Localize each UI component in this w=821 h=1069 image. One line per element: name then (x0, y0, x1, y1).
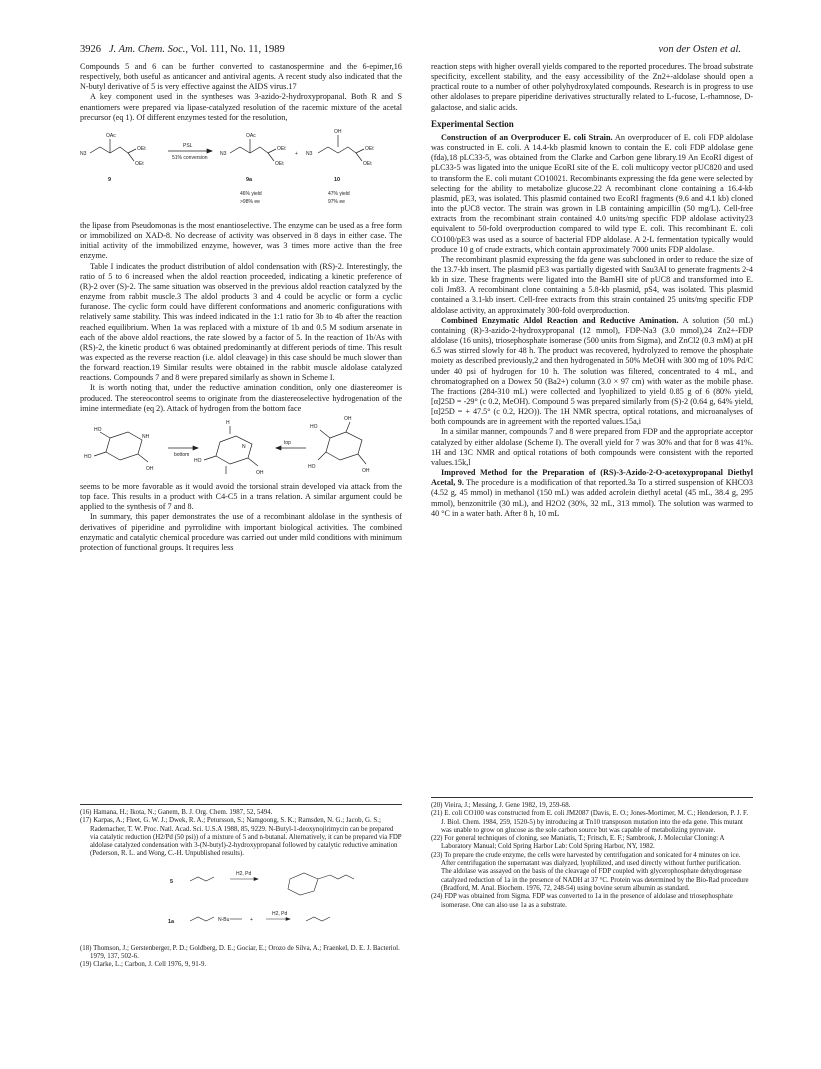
oh-label: OH (146, 465, 154, 472)
compound-5-label: 5 (170, 878, 174, 885)
bottom-label: bottom (174, 451, 190, 458)
compound-9-label: 9 (108, 176, 112, 183)
n-bu-label: N-Bu (218, 916, 230, 923)
subsection-head: Combined Enzymatic Aldol Reaction and Reductive Amination. (441, 315, 679, 325)
subsection-paragraph (431, 427, 753, 468)
plus-label: + (250, 916, 253, 923)
paragraph: seems to be more favorable as it would avoid the torsional strain developed via attack from the top face. This results in a product with C4-C5 in a trans relation. A similar argument could be applied to the synthesis of 7 and 8. (80, 481, 402, 512)
n-label: N (242, 443, 246, 450)
ee-9a: >98% ee (240, 198, 260, 205)
footnote: (17) Karpas, A.; Fleet, G. W. J.; Dwek, R. A.; Petursson, S.; Namgoong, S. K.; Ramsden, N. G.; Jacob, G. S.; Rademacher, T. W. Proc. Natl. Acad. Sci. U.S.A 1988, 85, 9229. N-Butyl-1-deoxynojirimycin can be prepared via catalytic reduction (H2/Pd (50 psi)) of a mixture of 5 and n-butanal. Alternatively, it can be prepared via FDP aldolase catalyzed condensation with 3-(N-butyl)-2-hydroxypropanal followed by catalytic reductive amination (Pederson, R. L. and Wong, C.-H. Unpublished results). (80, 817, 402, 858)
paragraph: A key component used in the syntheses was 3-azido-2-hydroxypropanal. Both R and S enantiomers were prepared via lipase-catalyzed resolution of the racemic mixture of the acetal precursor (eq 1). Of different enzymes tested for the resolution, (80, 92, 402, 122)
ho-label: HO (94, 426, 102, 433)
paragraph: Table I indicates the product distribution of aldol condensation with (RS)-2. Interestingly, the ratio of 5 to 6 increased when the aldol reaction proceeded, indicating a kinetic preference of (R)-2 over (S)-2. The same situation was observed in the previous aldol reaction catalyzed by the enzyme from rabbit muscle.3 The aldol products 3 and 4 could be acyclic or form a cyclic furanose. The cyclic form could have different conformations and anomeric configurations with relatively same stability. This was indeed indicated in the 1:1 ratio for 3b to 4b after the reaction reached equilibrium. When 1a was replaced with a mixture of 1b and 0.5 M sodium arsenate in each of the above aldol reactions, the rate slowed by a factor of 5. In the reaction of 1b/As with (RS)-2, the kinetic product 6 was obtained predominantly at different periods of time. This result was expected as the reverse reaction (i.e. aldol cleavage) in this case should be much slower than the forward reaction.19 Similar results were obtained in the rabbit muscle aldolase catalyzed reactions. Compounds 7 and 8 were prepared similarly as shown in Scheme I. (80, 261, 402, 383)
footnote: (16) Hamana, H.; Ikota, N.; Ganem, B. J. Org. Chem. 1987, 52, 5494. (80, 809, 273, 816)
oet-label: OEt (137, 145, 146, 152)
volume-issue: Vol. 111, No. 11, 1989 (190, 44, 285, 55)
nh-label: NH (142, 433, 150, 440)
footnote: (23) To prepare the crude enzyme, the cells were harvested by centrifugation and sonicated for 4 minutes on ice. After centrifugation the supernatant was dialyzed, lyophilized, and used directly without further purification. The aldolase was assayed on the basis of the cleavage of FDP coupled with glycerophosphate dehydrogenase catalyzed reduction of 1a in the presence of NADH at 37 °C. Protein was determined by the Bio-Rad procedure (Bradford, M. Anal. Biochem. 1976, 72, 248-54) using bovine serum albumin as standard. (431, 851, 749, 892)
subsection-text: An overproducer of E. coli FDP aldolase was constructed in E. coli. A 14.4-kb plasmid known to contain the E. coli FDP aldolase gene (fda),18 pLC33-5, was obtained from the Clarke and Carbon gene library.19 An EcoRI digest of pLC33-5 was ligated into the unique EcoRI site of the E. coli multicopy vector pUC820 and used to transform the E. coli mutant CO10021. Recombinants expressing the fda gene were selected by selecting for the ability to metabolize glucose.22 A recombinant clone containing a 16.4-kb plasmid, pE3, was isolated. This plasmid contained two EcoRI fragments (9.6 and 4.1 kb) cloned into the pUC8 vector. The strain was grown in LB containing ampicillin (50 mg/L). Cell-free extracts from the recombinant strain contained 4.0 units/mg specific FDP aldolase activity23 equivalent to 50-fold overproduction compared to wild type E. coli. This recombinant E. coli CO100/pE3 was used as a source of bacterial FDP aldolase. A 2-L fermentation typically would produce 10 g of crude extracts, which contain approximately 7000 units FDP aldolase. (431, 132, 753, 254)
n3-label: N3 (220, 150, 227, 157)
oh-label: OH (344, 415, 352, 422)
ee-10: 97% ee (328, 198, 345, 205)
right-footnotes (431, 797, 753, 910)
h-label: H (226, 419, 230, 426)
compound-9a-label: 9a (246, 176, 253, 183)
footnote-structure (80, 861, 402, 941)
equation-1-scheme (80, 125, 402, 217)
subsection-text: A solution (50 mL) containing (R)-3-azido-2-hydroxypropanal (12 mmol), FDP-Na3 (3.0 mmol),24 Zn2+-FDP aldolase (16 units), triosephosphate isomerase (500 units from Sigma), and ZnCl2 (0.3 mM) at pH 6.5 was stirred slowly for 48 h. The product was recovered, hydrolyzed to remove the phosphate moiety as described previously,2 and then hydrogenated in 50% MeOH with 300 mg of 10% Pd/C under 40 psi of hydrogen for 10 h. The solution was filtered, concentrated to 4 mL, and chromatographed on a Dowex 50 (Ba2+) column (3.0 × 97 cm) with water as the mobile phase. The fractions (284-310 mL) were collected and lyophilized to yield 0.85 g of 6 (80% yield, [α]25D = -29° (c 0.2, MeOH). Compound 5 was prepared similarly from (S)-2 (0.64 g, 64% yield, [α]25D = + 47.5° (c 0.2, H2O)). The 1H NMR spectra, optical rotations, and microanalyses of both compounds are in agreement with the reported values.15a,i (431, 315, 753, 427)
page-number: 3926 (80, 44, 101, 55)
enzyme-label: PSL (183, 142, 193, 149)
header-left (80, 44, 285, 55)
left-footnotes (80, 804, 402, 970)
subsection-text: The recombinant plasmid expressing the fda gene was subcloned in order to reduce the size of the 13.7-kb insert. The plasmid pE3 was partially digested with Sau3AI to generate fragments 2-4 kb in size. These fragments were ligated into the BamHI site of pUC8 and transformed into E. coli Jm83. A recombinant clone containing a 5.8-kb plasmid, pS4, was isolated. This plasmid contained a 3.1-kb insert. Cell-free extracts from this strain contained 25 units/mg specific FDP aldolase activity, an approximately 300-fold overproduction. (431, 254, 753, 315)
footnote-rule (431, 797, 753, 798)
ho-label: HO (308, 463, 316, 470)
ho-label: HO (84, 453, 92, 460)
conversion-label: 51% conversion (172, 154, 208, 161)
section-title: Experimental Section (431, 118, 514, 129)
journal-name: J. Am. Chem. Soc., (108, 44, 188, 55)
paragraph: It is worth noting that, under the reductive amination condition, only one diastereomer is produced. The stereocontrol seems to originate from the diastereoselective hydrogenation of the imine intermediate (eq 2). Attack of hydrogen from the bottom face (80, 383, 402, 413)
yield-9a: 46% yield (240, 190, 262, 197)
oet-label: OEt (275, 160, 284, 167)
equation-1-structure (80, 125, 402, 217)
oet-label: OEt (365, 145, 374, 152)
oh-label: OH (256, 469, 264, 476)
footnote: (19) Clarke, L.; Carbon, J. Cell 1976, 9, 91-9. (80, 961, 207, 969)
paragraph: Compounds 5 and 6 can be further converted to castanospermine and the 6-epimer,16 respectively, both useful as anticancer and antiviral agents. A recent study also indicated that the N-butyl derivative of 5 is very effective against the AIDS virus.17 (80, 62, 402, 92)
equation-2-scheme (80, 416, 402, 478)
oac-label: OAc (106, 132, 116, 139)
subsection-paragraph (431, 468, 753, 519)
footnote: (20) Vieira, J.; Messing, J. Gene 1982, 19, 259-68. (431, 802, 571, 809)
left-column (80, 62, 402, 553)
oet-label: OEt (277, 145, 286, 152)
n3-label: N3 (80, 150, 87, 157)
header-authors: von der Osten et al. (658, 44, 741, 55)
subsection-paragraph (431, 316, 753, 428)
subsection-paragraph (431, 133, 753, 255)
footnote: (22) For general techniques of cloning, see Maniatis, T.; Fritsch, E. F.; Sambrook, J. Molecular Cloning: A Laboratory Manual; Cold Spring Harbor Lab: Cold Spring Harbor, NY, 1982. (431, 835, 725, 851)
subsection-paragraph (431, 255, 753, 316)
equation-2-structure (80, 416, 402, 478)
footnote: (24) FDP was obtained from Sigma. FDP was converted to 1a in the presence of aldolase and triosephosphate isomerase. One can also use 1a as a substrate. (431, 893, 733, 909)
yield-10: 47% yield (328, 190, 350, 197)
oh-label: OH (362, 467, 370, 474)
right-column (431, 62, 753, 519)
paragraph: In summary, this paper demonstrates the use of a recombinant aldolase in the synthesis of derivatives of piperidine and pyrrolidine with important biological activities. The combined enzymatic and catalytic chemical procedure was carried out under mild conditions with minimum protection of functional groups. It requires less (80, 512, 402, 552)
oac-label: OAc (246, 132, 256, 139)
ho-label: HO (194, 457, 202, 464)
top-label: top (284, 439, 291, 446)
footnote-rule (80, 804, 402, 805)
reagent-label: H2, Pd (236, 870, 252, 877)
subsection-text: The procedure is a modification of that reported.3a To a stirred suspension of KHCO3 (4.52 g, 45 mmol) in methanol (150 mL) was added acrolein diethyl acetal (45 mL, 38.4 g, 295 mmol), benzonitrile (30 mL), and H2O2 (30%, 32 mL, 313 mmol). The solution was warmed to 40 °C in a water bath. After 8 h, 10 mL (431, 478, 753, 518)
compound-10-label: 10 (334, 176, 341, 183)
paragraph: reaction steps with higher overall yields compared to the reported procedures. The broad substrate specificity, excellent stability, and the easy accessibility of the Zn2+-aldolase should open a practical route to a number of other polyhydroxylated compounds. Research is in progress to use other aldolases to prepare piperidine derivatives structurally related to L-fucose, L-rhamnose, D-galactose, and sialic acids. (431, 62, 753, 112)
compound-1a-label: 1a (168, 918, 175, 925)
subsection-head: Improved Method for the Preparation of (RS)-3-Azido-2-O-acetoxypropanal Diethyl Acetal, 9. (431, 468, 753, 488)
n3-label: N3 (306, 150, 313, 157)
subsection-head: Construction of an Overproducer E. coli Strain. (441, 132, 613, 142)
ho-label: HO (310, 423, 318, 430)
oet-label: OEt (135, 160, 144, 167)
footnote: (18) Thomson, J.; Gerstenberger, P. D.; Goldberg, D. E.; Gociar, E.; Orozo de Silva, A.; Fraenkel, D. E. J. Bacteriol. 1979, 137, 502-6. (80, 944, 400, 961)
footnote-scheme (80, 861, 402, 941)
plus-sign: + (295, 150, 298, 157)
oh-label: OH (334, 128, 342, 135)
subsection-text: In a similar manner, compounds 7 and 8 were prepared from FDP and the appropriate acceptor catalyzed by either aldolase (Scheme I). The overall yield for 7 was 30% and that for 8 was 41%. 1H and 13C NMR and optical rotations of both compounds were consistent with the reported values.15k,l (431, 427, 753, 467)
paragraph: the lipase from Pseudomonas is the most enantioselective. The enzyme can be used as a free form or immobilized on XAD-8. No decrease of activity was observed in 8 days in either case. The initial activity of the immobilized enzyme, however, was 3 times more active than the free enzyme. (80, 220, 402, 261)
running-head (80, 44, 741, 60)
oet-label: OEt (363, 160, 372, 167)
footnote: (21) E. coli CO100 was constructed from E. coli JM2087 (Davis, E. O.; Jones-Mortimer, M. C.; Henderson, P. J. F. J. Biol. Chem. 1984, 259, 1520-5) by introducing at Tn10 transposon mutation into the eda gene. This mutant was unable to grow on glucose as the sole carbon source but was capable of metabolizing pyruvate. (431, 810, 749, 834)
reagent-label: H2, Pd (272, 910, 288, 917)
